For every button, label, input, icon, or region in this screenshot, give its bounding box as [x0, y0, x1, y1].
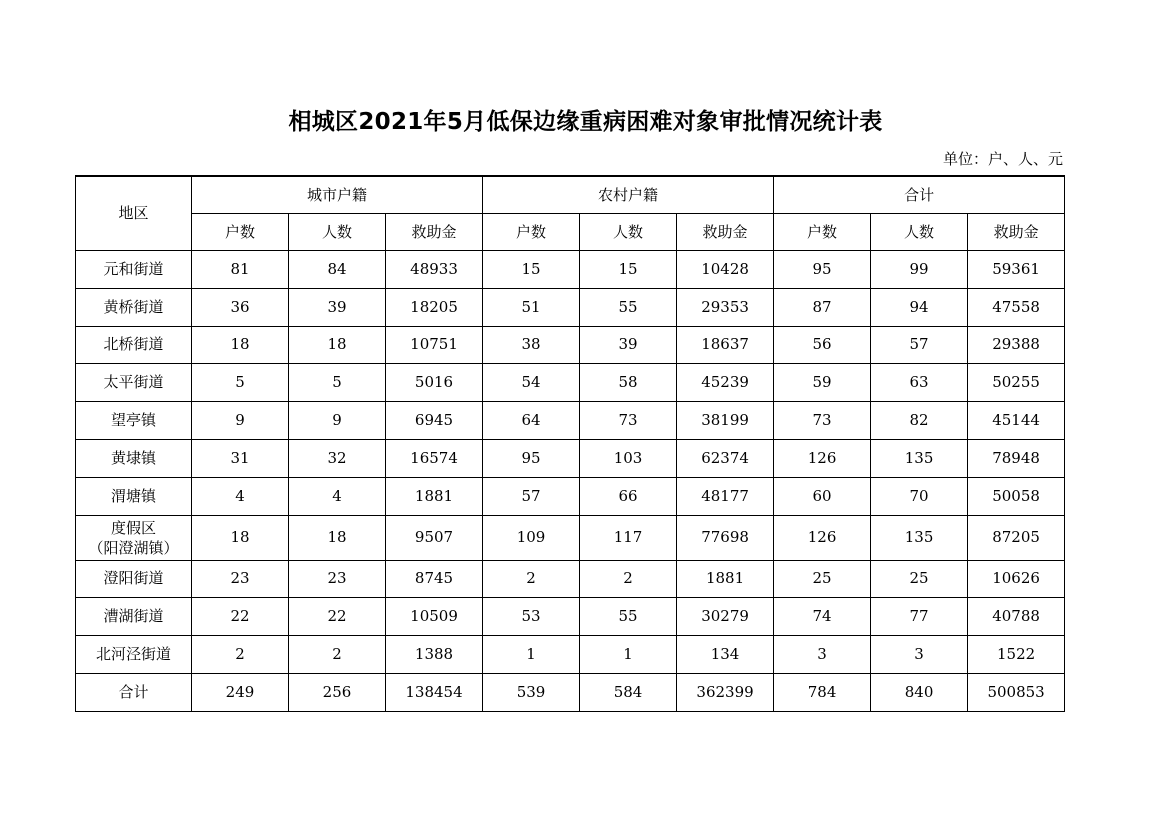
rural-persons-cell: 584 [580, 673, 677, 711]
header-households: 户数 [192, 214, 289, 251]
total-households-cell: 73 [774, 402, 871, 440]
urban-households-cell: 81 [192, 251, 289, 289]
unit-note: 单位：户、人、元 [942, 150, 1063, 168]
header-persons: 人数 [871, 214, 968, 251]
header-households: 户数 [774, 214, 871, 251]
urban-aid-cell: 8745 [386, 560, 483, 598]
rural-persons-cell: 55 [580, 288, 677, 326]
region-cell: 北河泾街道 [76, 636, 192, 674]
rural-households-cell: 109 [483, 515, 580, 560]
region-name: 度假区 [110, 518, 156, 537]
urban-aid-cell: 48933 [386, 251, 483, 289]
region-cell: 黄桥街道 [76, 288, 192, 326]
total-aid-cell: 50058 [968, 477, 1065, 515]
urban-households-cell: 36 [192, 288, 289, 326]
header-aid: 救助金 [968, 214, 1065, 251]
rural-households-cell: 2 [483, 560, 580, 598]
statistics-table [75, 175, 1065, 712]
total-households-cell: 95 [774, 251, 871, 289]
urban-persons-cell: 256 [289, 673, 386, 711]
header-row-groups [76, 176, 1065, 214]
table-row [76, 439, 1065, 477]
urban-aid-cell: 10509 [386, 598, 483, 636]
urban-households-cell: 31 [192, 439, 289, 477]
total-aid-cell: 500853 [968, 673, 1065, 711]
urban-aid-cell: 18205 [386, 288, 483, 326]
rural-households-cell: 57 [483, 477, 580, 515]
total-households-cell: 3 [774, 636, 871, 674]
rural-households-cell: 15 [483, 251, 580, 289]
total-persons-cell: 94 [871, 288, 968, 326]
urban-aid-cell: 9507 [386, 515, 483, 560]
urban-households-cell: 18 [192, 326, 289, 364]
urban-households-cell: 18 [192, 515, 289, 560]
table-row [76, 364, 1065, 402]
total-aid-cell: 47558 [968, 288, 1065, 326]
table-row [76, 251, 1065, 289]
region-cell: 太平街道 [76, 364, 192, 402]
header-row-subcols [76, 214, 1065, 251]
urban-households-cell: 5 [192, 364, 289, 402]
urban-aid-cell: 5016 [386, 364, 483, 402]
total-persons-cell: 135 [871, 515, 968, 560]
rural-households-cell: 53 [483, 598, 580, 636]
table-row [76, 560, 1065, 598]
region-cell: 望亭镇 [76, 402, 192, 440]
rural-aid-cell: 38199 [677, 402, 774, 440]
region-subname: （阳澄湖镇） [88, 538, 179, 557]
region-cell: 元和街道 [76, 251, 192, 289]
rural-persons-cell: 66 [580, 477, 677, 515]
urban-households-cell: 2 [192, 636, 289, 674]
total-households-cell: 126 [774, 515, 871, 560]
total-households-cell: 25 [774, 560, 871, 598]
total-households-cell: 56 [774, 326, 871, 364]
total-aid-cell: 1522 [968, 636, 1065, 674]
urban-persons-cell: 18 [289, 515, 386, 560]
urban-persons-cell: 9 [289, 402, 386, 440]
header-group-rural: 农村户籍 [483, 176, 774, 214]
rural-persons-cell: 1 [580, 636, 677, 674]
rural-aid-cell: 30279 [677, 598, 774, 636]
total-households-cell: 59 [774, 364, 871, 402]
rural-persons-cell: 15 [580, 251, 677, 289]
rural-persons-cell: 2 [580, 560, 677, 598]
table-row [76, 515, 1065, 560]
total-aid-cell: 40788 [968, 598, 1065, 636]
total-persons-cell: 70 [871, 477, 968, 515]
table-body [76, 251, 1065, 712]
urban-aid-cell: 138454 [386, 673, 483, 711]
total-aid-cell: 10626 [968, 560, 1065, 598]
urban-aid-cell: 10751 [386, 326, 483, 364]
rural-households-cell: 64 [483, 402, 580, 440]
total-persons-cell: 63 [871, 364, 968, 402]
header-persons: 人数 [580, 214, 677, 251]
rural-households-cell: 51 [483, 288, 580, 326]
table-row [76, 477, 1065, 515]
rural-aid-cell: 1881 [677, 560, 774, 598]
total-households-cell: 87 [774, 288, 871, 326]
header-group-urban: 城市户籍 [192, 176, 483, 214]
region-cell: 漕湖街道 [76, 598, 192, 636]
rural-aid-cell: 48177 [677, 477, 774, 515]
total-households-cell: 126 [774, 439, 871, 477]
total-aid-cell: 78948 [968, 439, 1065, 477]
urban-persons-cell: 39 [289, 288, 386, 326]
urban-households-cell: 249 [192, 673, 289, 711]
urban-persons-cell: 2 [289, 636, 386, 674]
total-persons-cell: 99 [871, 251, 968, 289]
urban-persons-cell: 4 [289, 477, 386, 515]
header-persons: 人数 [289, 214, 386, 251]
rural-aid-cell: 362399 [677, 673, 774, 711]
header-region: 地区 [76, 176, 192, 251]
rural-households-cell: 95 [483, 439, 580, 477]
region-cell: 澄阳街道 [76, 560, 192, 598]
rural-aid-cell: 134 [677, 636, 774, 674]
region-cell: 北桥街道 [76, 326, 192, 364]
header-group-total: 合计 [774, 176, 1065, 214]
total-households-cell: 784 [774, 673, 871, 711]
total-row [76, 673, 1065, 711]
total-aid-cell: 29388 [968, 326, 1065, 364]
rural-persons-cell: 103 [580, 439, 677, 477]
rural-households-cell: 54 [483, 364, 580, 402]
urban-aid-cell: 1881 [386, 477, 483, 515]
table-row [76, 402, 1065, 440]
urban-persons-cell: 5 [289, 364, 386, 402]
header-aid: 救助金 [677, 214, 774, 251]
rural-households-cell: 539 [483, 673, 580, 711]
header-households: 户数 [483, 214, 580, 251]
rural-households-cell: 38 [483, 326, 580, 364]
urban-persons-cell: 22 [289, 598, 386, 636]
total-households-cell: 74 [774, 598, 871, 636]
rural-persons-cell: 73 [580, 402, 677, 440]
total-households-cell: 60 [774, 477, 871, 515]
total-aid-cell: 50255 [968, 364, 1065, 402]
urban-persons-cell: 32 [289, 439, 386, 477]
region-cell [76, 515, 192, 560]
rural-persons-cell: 117 [580, 515, 677, 560]
total-aid-cell: 45144 [968, 402, 1065, 440]
rural-aid-cell: 29353 [677, 288, 774, 326]
rural-aid-cell: 10428 [677, 251, 774, 289]
rural-persons-cell: 55 [580, 598, 677, 636]
urban-aid-cell: 6945 [386, 402, 483, 440]
region-cell: 合计 [76, 673, 192, 711]
rural-aid-cell: 77698 [677, 515, 774, 560]
rural-aid-cell: 18637 [677, 326, 774, 364]
rural-persons-cell: 39 [580, 326, 677, 364]
urban-aid-cell: 16574 [386, 439, 483, 477]
rural-households-cell: 1 [483, 636, 580, 674]
urban-households-cell: 4 [192, 477, 289, 515]
total-persons-cell: 135 [871, 439, 968, 477]
urban-persons-cell: 18 [289, 326, 386, 364]
total-persons-cell: 77 [871, 598, 968, 636]
total-persons-cell: 82 [871, 402, 968, 440]
urban-persons-cell: 84 [289, 251, 386, 289]
table-row [76, 288, 1065, 326]
rural-aid-cell: 62374 [677, 439, 774, 477]
header-aid: 救助金 [386, 214, 483, 251]
table-row [76, 636, 1065, 674]
total-aid-cell: 87205 [968, 515, 1065, 560]
urban-households-cell: 9 [192, 402, 289, 440]
rural-aid-cell: 45239 [677, 364, 774, 402]
urban-persons-cell: 23 [289, 560, 386, 598]
page-title: 相城区2021年5月低保边缘重病困难对象审批情况统计表 [288, 109, 883, 135]
total-persons-cell: 840 [871, 673, 968, 711]
total-persons-cell: 57 [871, 326, 968, 364]
table-row [76, 598, 1065, 636]
urban-households-cell: 22 [192, 598, 289, 636]
urban-households-cell: 23 [192, 560, 289, 598]
total-persons-cell: 25 [871, 560, 968, 598]
total-persons-cell: 3 [871, 636, 968, 674]
urban-aid-cell: 1388 [386, 636, 483, 674]
region-cell: 渭塘镇 [76, 477, 192, 515]
total-aid-cell: 59361 [968, 251, 1065, 289]
table-row [76, 326, 1065, 364]
region-cell: 黄埭镇 [76, 439, 192, 477]
rural-persons-cell: 58 [580, 364, 677, 402]
